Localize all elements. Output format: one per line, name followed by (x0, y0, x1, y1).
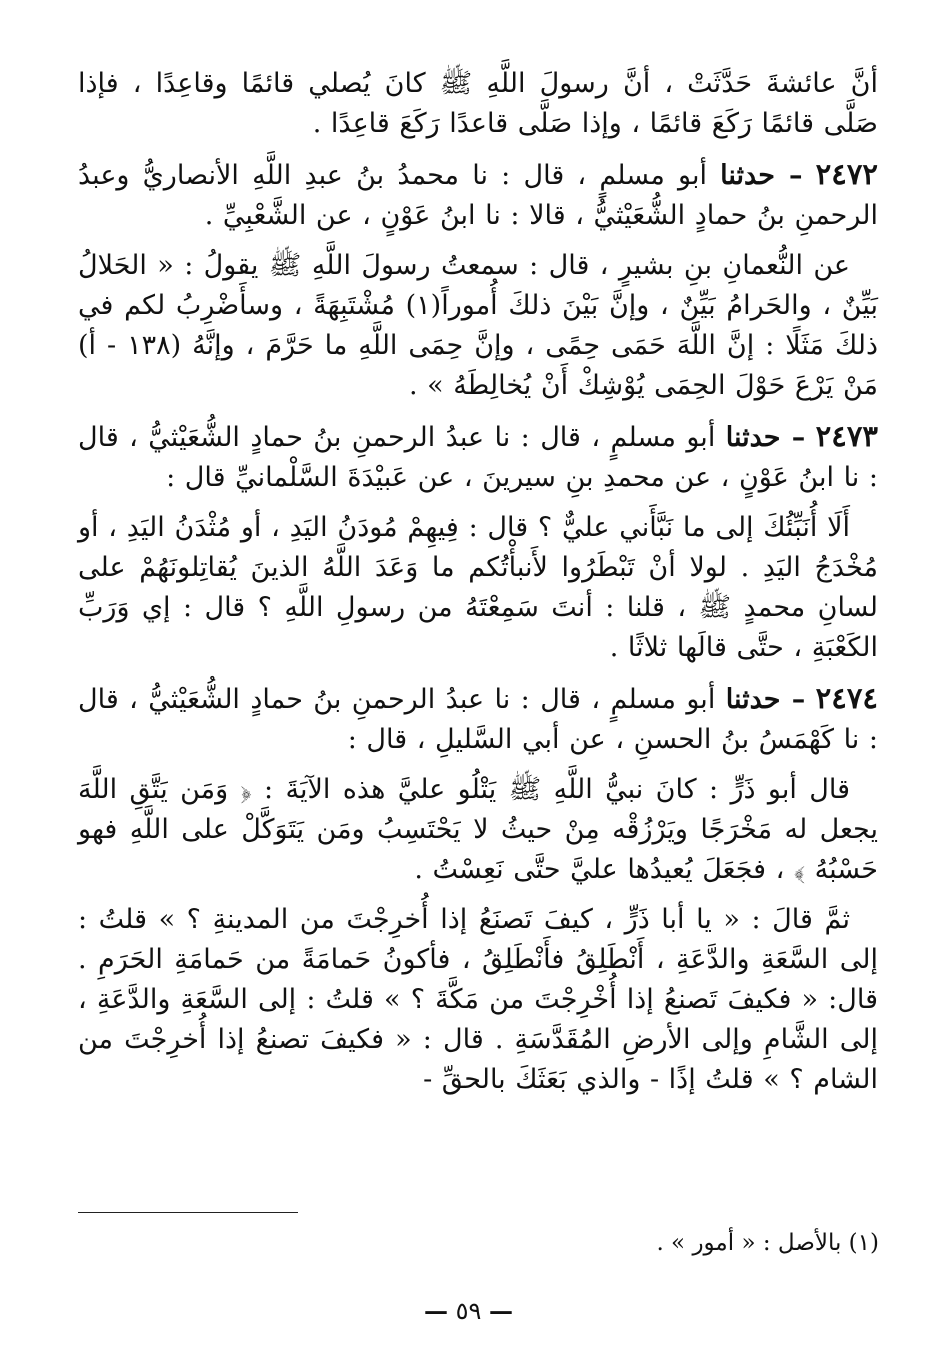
paragraph-continuation: أنَّ عائشةَ حَدَّثَتْ ، أنَّ رسولَ اللَّهِ ﷺ كانَ يُصلي قائمًا وقاعِدًا ، فإذا صَلَّى قائمًا رَكَعَ قائمًا ، وإذا صَلَّى قاعدًا رَكَعَ قاعِدًا . (78, 68, 878, 139)
hadith-body: قال أبو ذَرٍّ : كانَ نبيُّ اللَّهِ ﷺ يَتْلُو عليَّ هذه الآيَةَ : ﴿ وَمَن يَتَّقِ اللَّهَ يجعل له مَخْرَجًا ويَرْزُقْه مِنْ حيثُ لا يَحْتَسِبُ ومَن يَتَوَكَّلْ على اللَّهِ فهو حَسْبُهُ ﴾ ، فجَعَلَ يُعيدُها عليَّ حتَّى نَعِسْتُ . (78, 774, 878, 885)
hadith-chain: أبو مسلمٍ ، قال : نا عبدُ الرحمنِ بنُ حمادٍ الشُّعَيْثيُّ ، قال : نا كَهْمَسُ بنُ الحسنِ ، عن أبي السَّليلِ ، قال : (78, 684, 878, 755)
footnote: (١) بالأصل : « أمور » . (656, 1230, 879, 1256)
hadith-body: عن النُّعمانِ بنِ بشيرٍ ، قال : سمعتُ رسولَ اللَّهِ ﷺ يقولُ : « الحَلالُ بَيِّنٌ ، والحَرامُ بَيِّنٌ ، وإنَّ بَيْنَ ذلكَ أُموراً(١) مُشْتَبِهَةً ، وسأَضْرِبُ لكم في ذلكَ مَثَلًا : إنَّ اللَّهَ حَمَى حِمًى ، وإنَّ حِمَى اللَّهِ ما حَرَّمَ ، وإنَّهُ (١٣٨ - أ) مَنْ يَرْعَ حَوْلَ الحِمَى يُوْشِكْ أَنْ يُخالِطَهُ » . (78, 250, 878, 401)
hadith-lead: – حدثنا (725, 684, 806, 715)
hadith-lead: – حدثنا (725, 422, 806, 453)
page-body (78, 64, 878, 1304)
hadith-number: ٢٤٧٤ (815, 681, 878, 715)
hadith-number: ٢٤٧٢ (815, 157, 878, 191)
hadith-entry-2472 (78, 154, 878, 236)
hadith-body: ثمَّ قالَ : « يا أبا ذَرٍّ ، كيفَ تَصنَعُ إذا أُخرِجْتَ من المدينةِ ؟ » قلتُ : إلى السَّعَةِ والدَّعَةِ ، أَنْطَلِقُ فأَنْطَلِقُ ، فأكونُ حَمامَةً من حَمامَةِ الحَرَمِ . قال: « فكيفَ تَصنعُ إذا أُخْرِجْتَ من مَكَّةَ ؟ » قلتُ : إلى السَّعَةِ والدَّعَةِ ، إلى الشَّامِ وإلى الأرضِ المُقَدَّسَةِ . قال : « فكيفَ تصنعُ إذا أُخرِجْتَ من الشام ؟ » قلتُ إذًا - والذي بَعَثَكَ بالحقِّ - (78, 904, 878, 1095)
hadith-number: ٢٤٧٣ (815, 419, 878, 453)
hadith-entry-2474 (78, 678, 878, 760)
hadith-lead: – حدثنا (720, 160, 803, 191)
page-number: — ٥٩ — (423, 1296, 514, 1325)
hadith-chain: أبو مسلمٍ ، قال : نا عبدُ الرحمنِ بنُ حمادٍ الشُّعَيْثيُّ ، قال : نا ابنُ عَوْنٍ ، عن محمدِ بنِ سيرينَ ، عن عَبيْدَةَ السَّلْمانيِّ قال : (78, 422, 878, 493)
hadith-entry-2473 (78, 416, 878, 498)
footnote-divider (78, 1212, 298, 1213)
hadith-chain: أبو مسلمٍ ، قال : نا محمدُ بنُ عبدِ اللَّهِ الأنصاريُّ وعبدُ الرحمنِ بنُ حمادٍ الشُّعَيْثيُّ ، قالا : نا ابنُ عَوْنٍ ، عن الشَّعْبِيِّ . (78, 160, 878, 231)
hadith-body: أَلَا أُنَبِّئُكَ إلى ما نَبَّأَني عليٌّ ؟ قال : فِيهِمْ مُودَنُ اليَدِ ، أو مُثْدَنُ اليَدِ ، أو مُخْدَجُ اليَدِ . لولا أنْ تَبْطَرُوا لأَنبأْتُكم ما وَعَدَ اللَّهُ الذينَ يُقاتِلونَهُمْ على لسانِ محمدٍ ﷺ ، قلنا : أنتَ سَمِعْتَهُ من رسولِ اللَّهِ ؟ قال : إي وَرَبِّ الكَعْبَةِ ، حتَّى قالَها ثلاثًا . (78, 512, 878, 663)
